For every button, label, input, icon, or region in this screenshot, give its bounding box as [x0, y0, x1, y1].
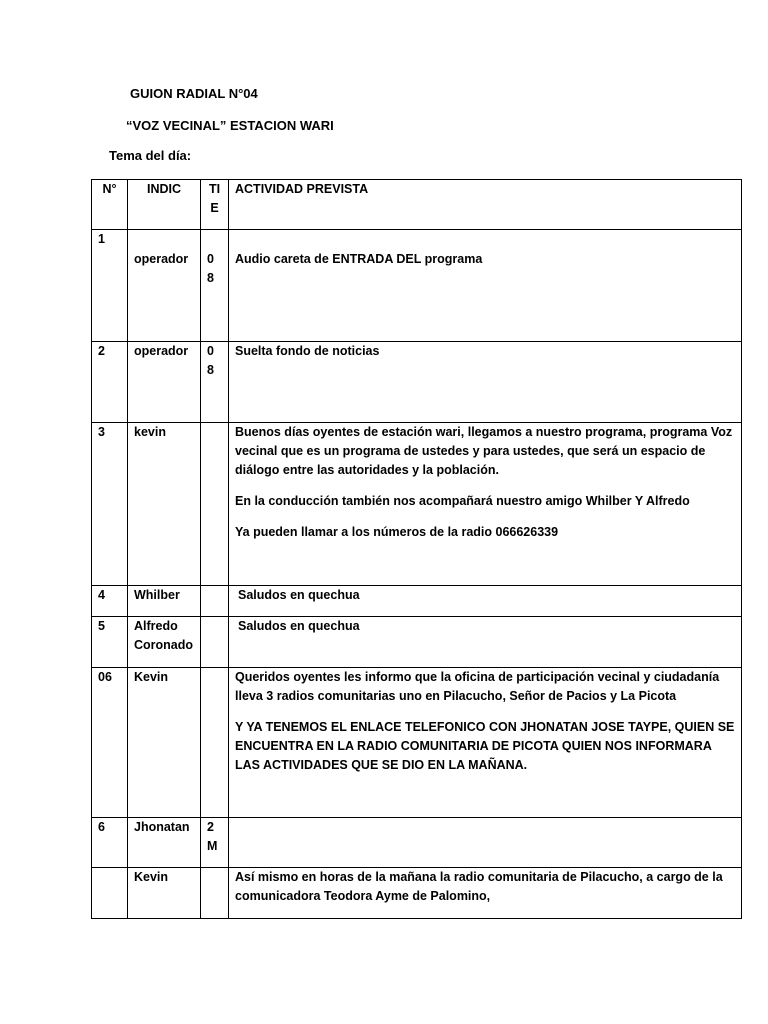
row-num: 2: [92, 342, 128, 423]
program-name: “VOZ VECINAL” ESTACION WARI: [126, 118, 334, 133]
row-tie: [201, 586, 229, 617]
row-tie: [201, 818, 229, 868]
table-row: [92, 342, 742, 423]
row-indic: [128, 230, 201, 342]
row-num: 6: [92, 818, 128, 868]
row-tie-line2: 8: [207, 363, 214, 377]
row-indic: kevin: [128, 423, 201, 586]
table-header-row: [92, 180, 742, 230]
row-num: 06: [92, 668, 128, 818]
row-indic-text: operador: [134, 252, 189, 266]
row-tie-line1: 0: [207, 344, 214, 358]
table-row: [92, 868, 742, 919]
row-activity: Saludos en quechua: [229, 586, 742, 617]
row-num: 1: [92, 230, 128, 342]
row-tie-line1: 2: [207, 820, 214, 834]
row-tie: [201, 342, 229, 423]
row-activity: [229, 668, 742, 818]
row-activity-paragraph: Queridos oyentes les informo que la oficina de participación vecinal y ciudadanía lleva 3 radios comunitarias uno en Pilacucho, Señor de Pacios y La Picota: [235, 670, 720, 703]
row-activity: [229, 423, 742, 586]
row-indic: operador: [128, 342, 201, 423]
table-row: [92, 818, 742, 868]
row-activity-paragraph: En la conducción también nos acompañará nuestro amigo Whilber Y Alfredo: [235, 494, 690, 508]
row-tie: [201, 230, 229, 342]
row-tie: [201, 668, 229, 818]
header-tie-line2: E: [210, 201, 219, 215]
row-tie: [201, 617, 229, 668]
table-row: [92, 423, 742, 586]
row-activity-text: Audio careta de ENTRADA DEL programa: [235, 252, 483, 266]
row-num: [92, 868, 128, 919]
row-activity: Así mismo en horas de la mañana la radio comunitaria de Pilacucho, a cargo de la comunicadora Teodora Ayme de Palomino,: [229, 868, 742, 919]
topic-label: Tema del día:: [109, 148, 192, 163]
row-activity: [229, 818, 742, 868]
header-activity: ACTIVIDAD PREVISTA: [229, 180, 742, 230]
row-indic: Jhonatan: [128, 818, 201, 868]
row-indic: Alfredo Coronado: [128, 617, 201, 668]
script-table: [91, 179, 742, 919]
header-tie: [201, 180, 229, 230]
row-activity: Suelta fondo de noticias: [229, 342, 742, 423]
table-row: [92, 586, 742, 617]
row-activity-paragraph: Y YA TENEMOS EL ENLACE TELEFONICO CON JHONATAN JOSE TAYPE, QUIEN SE ENCUENTRA EN LA RADIO COMUNITARIA DE PICOTA QUIEN NOS INFORMARA LAS ACTIVIDADES QUE SE DIO EN LA MAÑANA.: [235, 720, 735, 772]
header-indic: INDIC: [128, 180, 201, 230]
row-num: 4: [92, 586, 128, 617]
row-tie: [201, 423, 229, 586]
row-activity: [229, 230, 742, 342]
row-activity-paragraph: Buenos días oyentes de estación wari, llegamos a nuestro programa, programa Voz vecinal que es un programa de ustedes y para ustedes, que será un espacio de diálogo entre las autoridades y la población.: [235, 425, 733, 477]
row-num: 3: [92, 423, 128, 586]
row-num: 5: [92, 617, 128, 668]
table-row: [92, 230, 742, 342]
table-row: [92, 617, 742, 668]
row-indic: Kevin: [128, 868, 201, 919]
table-row: [92, 668, 742, 818]
script-title: GUION RADIAL N°04: [130, 86, 258, 101]
row-tie-line2: 8: [207, 271, 214, 285]
row-tie: [201, 868, 229, 919]
header-num: N°: [92, 180, 128, 230]
row-indic: Whilber: [128, 586, 201, 617]
row-indic: Kevin: [128, 668, 201, 818]
row-activity-paragraph: Ya pueden llamar a los números de la radio 066626339: [235, 525, 559, 539]
row-activity: Saludos en quechua: [229, 617, 742, 668]
header-tie-line1: TI: [208, 182, 221, 196]
row-tie-line2: M: [207, 839, 218, 853]
row-tie-line1: 0: [207, 252, 214, 266]
